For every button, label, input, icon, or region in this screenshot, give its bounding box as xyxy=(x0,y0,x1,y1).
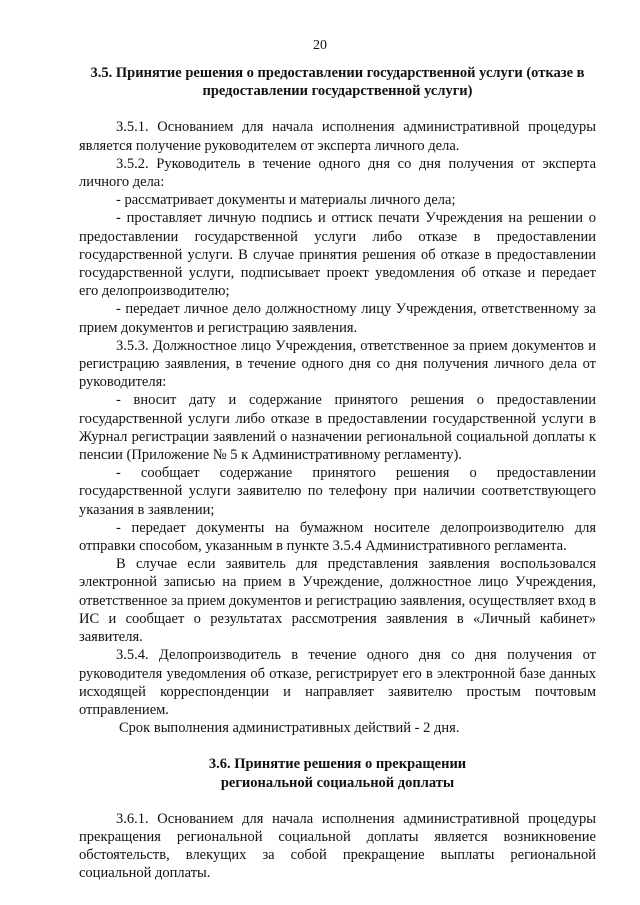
list-item-review-documents: - рассматривает документы и материалы личного дела; xyxy=(116,192,456,209)
paragraph-3-5-3: 3.5.3. Должностное лицо Учреждения, ответственное за прием документов и регистрацию заявления, в течение одного дня со дня получения личного дела от руководителя: xyxy=(79,337,596,391)
paragraph-3-5-2: 3.5.2. Руководитель в течение одного дня со дня получения от эксперта личного дела: xyxy=(79,155,596,191)
list-item-journal-entry: - вносит дату и содержание принятого решения о предоставлении государственной услуги либо отказе в предоставлении государственной услуги в Журнал регистрации заявлений о назначении региональной социальной доплаты к пенсии (Приложение № 5 к Административному регламенту). xyxy=(79,392,596,464)
list-item-paper-documents: - передает документы на бумажном носителе делопроизводителю для отправки способом, указанным в пункте 3.5.4 Административного регламента. xyxy=(79,519,596,555)
term-statement: Срок выполнения административных действий - 2 дня. xyxy=(119,720,460,737)
list-item-sign-decision: - проставляет личную подпись и оттиск печати Учреждения на решении о предоставлении государственной услуги либо отказе в предоставлении государственной услуги. В случае принятия решения об отказе в предоставлении государственной услуги, подписывает проект уведомления об отказе и передает его делопроизводителю; xyxy=(79,210,596,300)
section-3-6-heading-line-1: 3.6. Принятие решения о прекращении xyxy=(208,756,467,773)
section-3-6-heading-line-2: региональной социальной доплаты xyxy=(220,774,455,791)
list-item-phone-notice: - сообщает содержание принятого решения о предоставлении государственной услуги заявителю по телефону при наличии соответствующего указания в заявлении; xyxy=(79,465,596,518)
paragraph-3-5-1: 3.5.1. Основанием для начала исполнения административной процедуры является получение руководителем от эксперта личного дела. xyxy=(79,119,596,154)
paragraph-3-6-1: 3.6.1. Основанием для начала исполнения административной процедуры прекращения региональной социальной доплаты является возникновение обстоятельств, влекущих за собой прекращение выплаты региональной социальной доплаты. xyxy=(79,810,596,882)
section-3-5-heading xyxy=(79,64,596,100)
page-number: 20 xyxy=(313,38,327,53)
page-content xyxy=(79,64,596,883)
paragraph-3-5-4: 3.5.4. Делопроизводитель в течение одного дня со дня получения от руководителя уведомления об отказе, регистрирует его в электронной базе данных исходящей корреспонденции и направляет заявителю простым почтовым отправлением. xyxy=(79,647,596,718)
section-3-6-heading xyxy=(79,755,596,791)
section-3-5-heading-line-2: предоставлении государственной услуги) xyxy=(202,83,473,100)
paragraph-electronic-record: В случае если заявитель для представления заявления воспользовался электронной записью на прием в Учреждение, должностное лицо Учреждения, ответственное за прием документов и регистрацию заявления, осуществляет вход в ИС и сообщает о результатах рассмотрения заявления в «Личный кабинет» заявителя. xyxy=(79,556,596,646)
section-3-5-heading-line-1: 3.5. Принятие решения о предоставлении государственной услуги (отказе в xyxy=(90,65,585,81)
list-item-transfer-file: - передает личное дело должностному лицу Учреждения, ответственному за прием документов и регистрацию заявления. xyxy=(79,301,596,336)
